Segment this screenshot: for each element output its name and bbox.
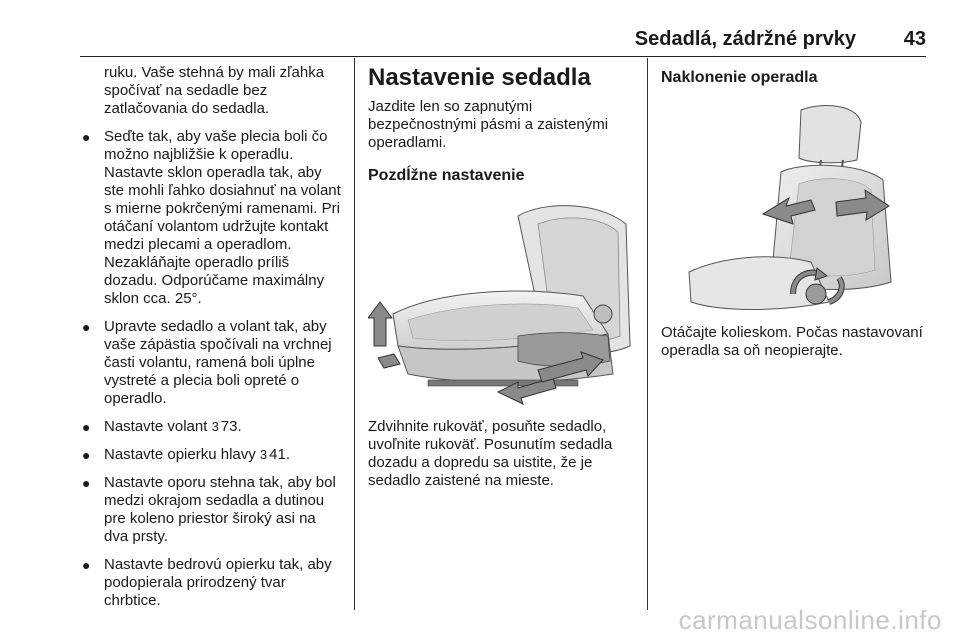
recline-caption: Otáčajte kolieskom. Počas nastavovaní operadla sa oň neopierajte. [661, 324, 923, 359]
column-divider-1 [354, 58, 355, 610]
subsection-title-recline: Naklonenie operadla [661, 69, 818, 86]
watermark: carmanualsonline.info [678, 605, 942, 635]
seat-cushion-shape [689, 257, 829, 310]
column-3 [661, 64, 926, 360]
cross-reference-icon: 3 [211, 419, 219, 434]
header-rule [80, 56, 926, 57]
bullet-icon: ● [82, 475, 91, 491]
bullet-icon: ● [82, 129, 91, 145]
backrest-recline-figure [661, 102, 926, 314]
list-item [80, 556, 342, 610]
list-item [80, 474, 342, 546]
list-item [80, 318, 342, 408]
bullet-icon: ● [82, 447, 91, 463]
page-reference-link[interactable]: 41. [269, 446, 291, 463]
cross-reference-icon: 3 [259, 447, 268, 462]
longitudinal-caption: Zdvihnite rukoväť, posuňte sedadlo, uvoľnite rukoväť. Posunutím sedadla dozadu a dopredu sa uistite, že je sedadlo zaistené na mieste. [368, 418, 613, 489]
list-item [80, 128, 342, 308]
bullet-icon: ● [82, 319, 91, 335]
intro-paragraph: Jazdite len so zapnutými bezpečnostnými pásmi a zaistenými operadlami. [368, 98, 609, 151]
list-item [80, 418, 342, 436]
bullet-icon: ● [82, 557, 91, 573]
section-title: Nastavenie sedadla [368, 64, 591, 91]
column-divider-2 [647, 58, 648, 610]
bullet-icon: ● [82, 419, 91, 435]
list-item-text: Nastavte oporu stehna tak, aby bol medzi okrajom sedadla a dutinou pre koleno priestor široký asi na dva prsty. [104, 474, 336, 545]
headrest-shape [799, 106, 861, 163]
continuation-paragraph: ruku. Vaše stehná by mali zľahka spočívať na sedadle bez zatlačovania do sedadla. [104, 64, 325, 117]
list-item [80, 446, 342, 464]
page-reference-link[interactable]: 73. [220, 418, 242, 435]
column-1 [80, 64, 342, 620]
list-item-text: Upravte sedadlo a volant tak, aby vaše zápästia spočívali na vrchnej časti volantu, ramená boli úplne vystreté a plecia boli opreté o operadlo. [104, 318, 332, 407]
page-header [80, 24, 926, 54]
list-item-text: Seďte tak, aby vaše plecia boli čo možno najbližšie k operadlu. Nastavte sklon operadla tak, aby ste mohli ľahko dosiahnuť na volant s mierne pokrčenými ramenami. Pri otáčaní volantom udržujte kontakt medzi plecami a operadlom. Nezakláňajte operadlo príliš dozadu. Odporúčame maximálny sklon cca. 25°. [104, 128, 341, 307]
recline-knob-icon [806, 284, 826, 304]
seating-instructions-list [80, 128, 342, 610]
seat-longitudinal-adjustment-figure [368, 196, 633, 408]
list-item-text: Nastavte volant [104, 418, 208, 435]
subsection-title-longitudinal: Pozdĺžne nastavenie [368, 167, 525, 184]
header-title: Sedadlá, zádržné prvky [634, 28, 856, 50]
list-item-text: Nastavte opierku hlavy [104, 446, 256, 463]
page-number: 43 [903, 28, 926, 50]
column-2 [368, 64, 633, 490]
list-item-text: Nastavte bedrovú opierku tak, aby podopierala prirodzený tvar chrbtice. [104, 556, 332, 609]
